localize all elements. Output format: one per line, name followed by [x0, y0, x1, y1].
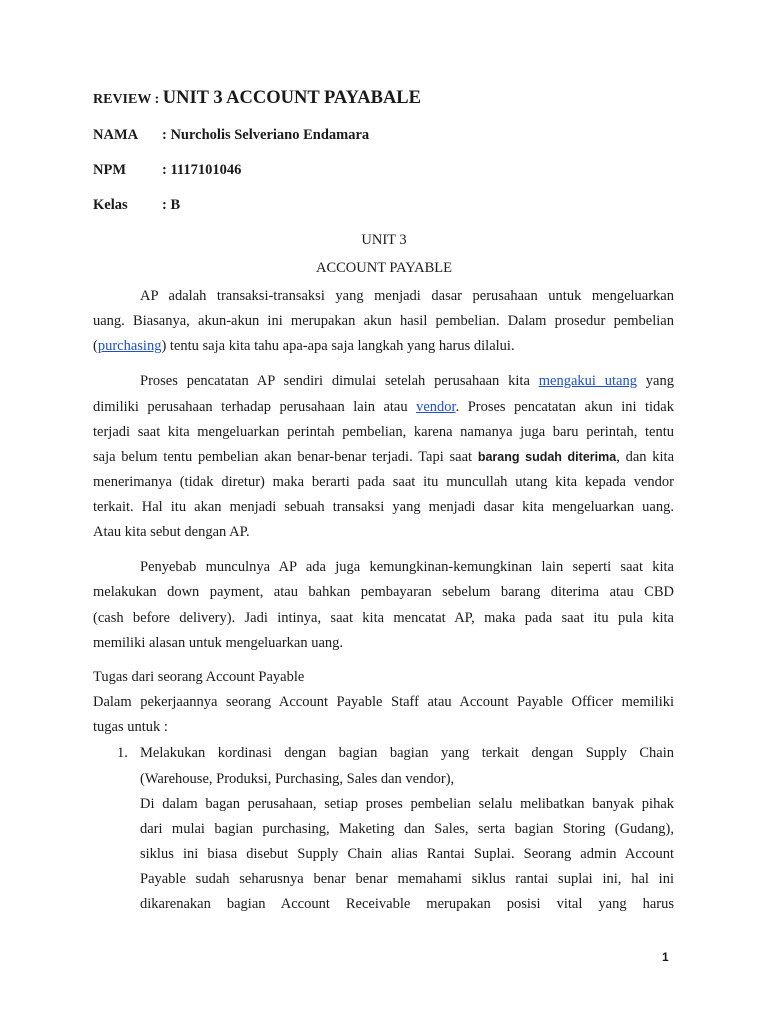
p1-line-1: AP adalah transaksi-transaksi yang menjadi dasar perusahaan untuk mengeluarkan — [140, 288, 674, 304]
item1-line-3: Di dalam bagan perusahaan, setiap proses pembelian selalu melibatkan banyak pihak — [140, 796, 674, 812]
p3-line-2: melakukan down payment, atau bahkan pembayaran sebelum barang diterima atau CBD — [93, 584, 674, 600]
p1-line-2: uang. Biasanya, akun-akun ini merupakan akun hasil pembelian. Dalam prosedur pembelian — [93, 313, 674, 329]
p2-line-4 — [93, 450, 674, 465]
p2-l4-post: , dan kita — [616, 449, 675, 465]
review-title — [93, 89, 421, 108]
item1-line-4: dari mulai bagian purchasing, Maketing dan Sales, serta bagian Storing (Gudang), — [140, 821, 674, 837]
p3-line-4: memiliki alasan untuk mengeluarkan uang. — [93, 635, 344, 651]
p2-line-7: Atau kita sebut dengan AP. — [93, 524, 250, 540]
page-number: 1 — [662, 950, 669, 964]
p2-l1-post: yang — [636, 373, 674, 389]
info-label-kelas: Kelas — [93, 197, 128, 213]
tugas-line-2: tugas untuk : — [93, 719, 168, 735]
p2-l4-text: saja belum tentu pembelian akan benar-benar terjadi. Tapi saat — [93, 449, 478, 465]
info-value-nama: : Nurcholis Selveriano Endamara — [162, 127, 370, 143]
p2-l2-text: dimiliki perusahaan terhadap perusahaan lain atau — [93, 399, 417, 415]
p2-l4-bold: barang sudah diterima — [477, 450, 617, 464]
link-purchasing[interactable]: purchasing — [97, 338, 162, 354]
p2-line-3: terjadi saat kita mengeluarkan perintah pembelian, karena namanya juga baru perintah, tentu — [93, 424, 674, 440]
heading-topic: ACCOUNT PAYABLE — [315, 260, 453, 276]
item1-line-5: siklus ini biasa disebut Supply Chain alias Rantai Suplai. Seorang admin Account — [140, 846, 674, 862]
review-unit-title: UNIT 3 ACCOUNT PAYABALE — [162, 88, 421, 108]
tugas-heading: Tugas dari seorang Account Payable — [93, 669, 305, 685]
p3-line-1: Penyebab munculnya AP ada juga kemungkinan-kemungkinan lain seperti saat kita — [140, 559, 674, 575]
link-mengakui-utang[interactable]: mengakui utang — [538, 373, 637, 389]
info-value-npm: : 1117101046 — [162, 162, 242, 178]
info-value-kelas: : B — [162, 197, 181, 213]
item1-line-2: (Warehouse, Produksi, Purchasing, Sales dan vendor), — [140, 771, 455, 787]
info-label-npm: NPM — [93, 162, 127, 178]
tugas-line-1: Dalam pekerjaannya seorang Account Payable Staff atau Account Payable Officer memiliki — [93, 694, 674, 710]
item1-line-7: dikarenakan bagian Account Receivable merupakan posisi vital yang harus — [140, 896, 674, 912]
p2-l2-post: . Proses pencatatan akun ini tidak — [455, 399, 674, 415]
p2-line-6: terkait. Hal itu akan menjadi sebuah transaksi yang menjadi dasar kita mengeluarkan uang. — [93, 499, 674, 515]
p1-open-paren: ( — [93, 338, 98, 354]
p2-line-5: menerimanya (tidak diretur) maka berarti pada saat itu muncullah utang kita kepada vendor — [93, 474, 674, 490]
p2-line-1 — [140, 374, 674, 389]
info-label-nama: NAMA — [93, 127, 139, 143]
item1-line-1: Melakukan kordinasi dengan bagian bagian yang terkait dengan Supply Chain — [140, 745, 674, 761]
link-vendor[interactable]: vendor — [416, 399, 456, 415]
heading-unit: UNIT 3 — [361, 232, 407, 248]
list-item-number: 1. — [117, 745, 128, 761]
p2-line-2 — [93, 400, 674, 415]
p3-line-3: (cash before delivery). Jadi intinya, saat kita mencatat AP, maka pada saat itu pula kita — [93, 610, 674, 626]
p2-l1-text: Proses pencatatan AP sendiri dimulai setelah perusahaan kita — [140, 373, 539, 389]
p1-line-3 — [93, 339, 515, 354]
item1-line-6: Payable sudah seharusnya benar benar memahami siklus rantai suplai ini, hal ini — [140, 871, 674, 887]
review-prefix: REVIEW : — [93, 92, 163, 107]
p1-line-3-rest: ) tentu saja kita tahu apa-apa saja langkah yang harus dilalui. — [161, 338, 515, 354]
